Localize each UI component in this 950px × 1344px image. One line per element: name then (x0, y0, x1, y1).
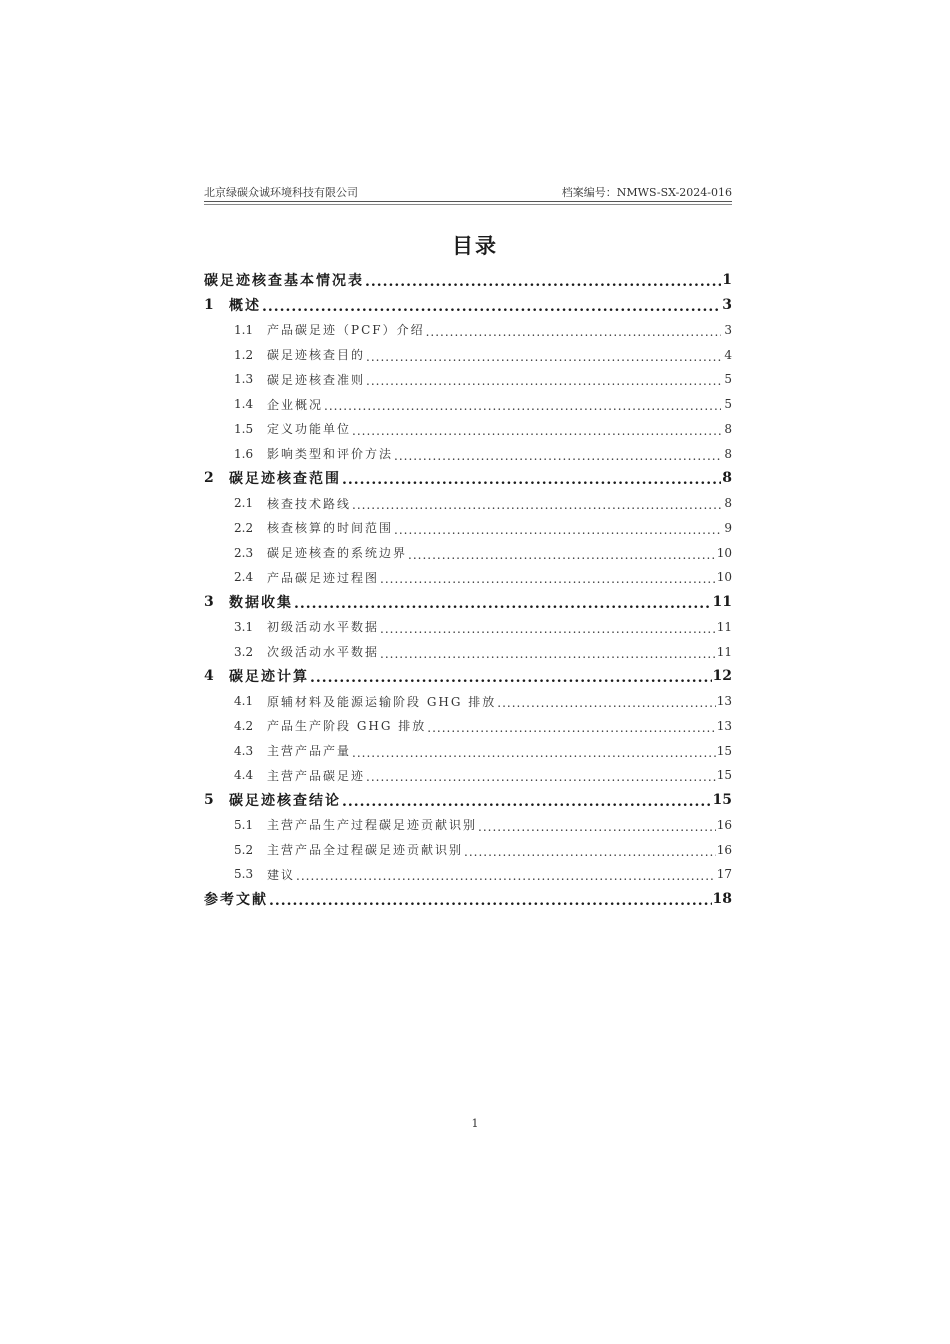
toc-entry-page: 9 (724, 520, 732, 535)
table-of-contents (204, 268, 732, 912)
toc-dot-leader (352, 498, 721, 512)
toc-entry-number: 3 (204, 594, 214, 611)
toc-section-entry[interactable] (204, 813, 732, 838)
toc-entry-number: 4 (204, 668, 214, 685)
toc-dot-leader (296, 869, 716, 883)
toc-dot-leader (294, 596, 712, 612)
toc-entry-page: 18 (712, 891, 732, 908)
toc-section-entry[interactable] (204, 862, 732, 887)
toc-entry-page: 5 (724, 397, 732, 412)
toc-section-entry[interactable] (204, 342, 732, 367)
page-title: 目录 (452, 234, 498, 258)
toc-entry-number: 1 (204, 297, 214, 314)
toc-dot-leader (269, 893, 712, 909)
toc-chapter-entry[interactable] (204, 268, 732, 293)
toc-entry-title: 概述 (229, 298, 261, 315)
toc-entry-page: 10 (716, 545, 732, 560)
toc-section-entry[interactable] (204, 540, 732, 565)
toc-dot-leader (478, 820, 716, 834)
toc-dot-leader (394, 449, 721, 463)
toc-entry-title: 主营产品产量 (267, 744, 352, 759)
toc-entry-page: 5 (724, 372, 732, 387)
toc-entry-number: 3.2 (234, 644, 254, 659)
toc-section-entry[interactable] (204, 738, 732, 763)
toc-entry-number: 1.2 (234, 347, 254, 362)
toc-entry-title: 影响类型和评价方法 (267, 447, 394, 462)
toc-dot-leader (324, 399, 721, 413)
toc-entry-page: 3 (722, 297, 732, 314)
page-header (204, 182, 732, 200)
toc-entry-page: 8 (724, 496, 732, 511)
toc-entry-page: 3 (724, 322, 732, 337)
toc-dot-leader (380, 572, 716, 586)
toc-dot-leader (394, 523, 721, 537)
toc-entry-page: 13 (716, 694, 732, 709)
toc-section-entry[interactable] (204, 441, 732, 466)
toc-entry-title: 次级活动水平数据 (267, 645, 380, 660)
toc-entry-number: 1.6 (234, 446, 254, 461)
toc-entry-number: 5.3 (234, 867, 254, 882)
toc-entry-number: 2.1 (234, 496, 254, 511)
toc-entry-number: 1.3 (234, 372, 254, 387)
toc-entry-number: 4.2 (234, 718, 254, 733)
toc-chapter-entry[interactable] (204, 887, 732, 912)
toc-dot-leader (380, 647, 716, 661)
toc-chapter-entry[interactable] (204, 664, 732, 689)
toc-entry-title: 参考文献 (204, 892, 268, 909)
toc-entry-page: 10 (716, 570, 732, 585)
toc-entry-title: 核查技术路线 (267, 496, 352, 511)
toc-entry-title: 碳足迹核查准则 (267, 372, 366, 387)
toc-dot-leader (427, 721, 715, 735)
toc-section-entry[interactable] (204, 714, 732, 739)
toc-dot-leader (497, 696, 715, 710)
toc-entry-page: 4 (724, 347, 732, 362)
company-name: 北京绿碳众诚环境科技有限公司 (204, 186, 358, 199)
toc-dot-leader (342, 794, 712, 810)
toc-chapter-entry[interactable] (204, 466, 732, 491)
toc-entry-title: 初级活动水平数据 (267, 620, 380, 635)
toc-entry-title: 企业概况 (267, 397, 324, 412)
toc-section-entry[interactable] (204, 417, 732, 442)
toc-entry-page: 16 (716, 817, 732, 832)
toc-entry-title: 碳足迹核查的系统边界 (267, 546, 408, 561)
toc-entry-title: 原辅材料及能源运输阶段 GHG 排放 (267, 694, 497, 709)
toc-entry-number: 1.1 (234, 322, 254, 337)
toc-dot-leader (366, 350, 721, 364)
toc-section-entry[interactable] (204, 392, 732, 417)
toc-section-entry[interactable] (204, 615, 732, 640)
toc-entry-number: 4.4 (234, 768, 254, 783)
toc-dot-leader (464, 845, 716, 859)
toc-entry-title: 数据收集 (229, 595, 293, 612)
toc-entry-title: 主营产品全过程碳足迹贡献识别 (267, 843, 464, 858)
toc-entry-number: 1.5 (234, 421, 254, 436)
toc-dot-leader (352, 424, 721, 438)
toc-section-entry[interactable] (204, 318, 732, 343)
toc-entry-page: 12 (712, 668, 732, 685)
toc-entry-page: 16 (716, 842, 732, 857)
toc-section-entry[interactable] (204, 689, 732, 714)
toc-entry-number: 2.3 (234, 545, 254, 560)
toc-entry-page: 8 (722, 470, 732, 487)
toc-entry-number: 5 (204, 792, 214, 809)
toc-section-entry[interactable] (204, 565, 732, 590)
header-rule (204, 201, 732, 202)
toc-dot-leader (426, 325, 721, 339)
toc-dot-leader (366, 770, 716, 784)
toc-dot-leader (365, 274, 721, 290)
toc-entry-page: 8 (724, 446, 732, 461)
toc-entry-number: 2 (204, 470, 214, 487)
toc-entry-title: 碳足迹核查范围 (229, 471, 341, 488)
toc-entry-page: 13 (716, 718, 732, 733)
toc-entry-title: 主营产品碳足迹 (267, 768, 366, 783)
toc-entry-title: 产品碳足迹（PCF）介绍 (267, 323, 425, 338)
toc-section-entry[interactable] (204, 837, 732, 862)
toc-entry-page: 11 (716, 619, 732, 634)
toc-entry-title: 主营产品生产过程碳足迹贡献识别 (267, 818, 478, 833)
toc-section-entry[interactable] (204, 491, 732, 516)
toc-entry-number: 4.1 (234, 694, 254, 709)
toc-section-entry[interactable] (204, 639, 732, 664)
toc-entry-title: 碳足迹核查基本情况表 (204, 273, 364, 290)
toc-entry-number: 2.2 (234, 520, 254, 535)
page-number: 1 (471, 1117, 479, 1130)
toc-entry-title: 建议 (267, 867, 296, 882)
toc-entry-page: 8 (724, 421, 732, 436)
header-rule-secondary (204, 204, 732, 205)
toc-section-entry[interactable] (204, 516, 732, 541)
toc-entry-number: 1.4 (234, 397, 254, 412)
toc-entry-title: 核查核算的时间范围 (267, 521, 394, 536)
toc-entry-number: 5.1 (234, 817, 254, 832)
toc-section-entry[interactable] (204, 763, 732, 788)
toc-entry-title: 碳足迹核查结论 (229, 793, 341, 810)
toc-entry-number: 3.1 (234, 619, 254, 634)
toc-dot-leader (366, 374, 721, 388)
toc-entry-page: 11 (712, 594, 732, 611)
toc-entry-page: 1 (722, 272, 732, 289)
toc-dot-leader (408, 548, 716, 562)
toc-entry-page: 15 (716, 743, 732, 758)
toc-dot-leader (310, 670, 712, 686)
toc-chapter-entry[interactable] (204, 590, 732, 615)
archive-number: 档案编号：NMWS-SX-2024-016 (561, 186, 732, 199)
toc-entry-page: 11 (716, 644, 732, 659)
toc-entry-page: 15 (712, 792, 732, 809)
toc-entry-title: 碳足迹核查目的 (267, 348, 366, 363)
toc-section-entry[interactable] (204, 367, 732, 392)
toc-entry-title: 碳足迹计算 (229, 669, 309, 686)
toc-entry-title: 定义功能单位 (267, 422, 352, 437)
toc-dot-leader (380, 622, 716, 636)
toc-entry-number: 5.2 (234, 842, 254, 857)
toc-entry-page: 17 (716, 867, 732, 882)
toc-entry-title: 产品碳足迹过程图 (267, 570, 380, 585)
toc-chapter-entry[interactable] (204, 293, 732, 318)
toc-chapter-entry[interactable] (204, 788, 732, 813)
toc-dot-leader (352, 746, 716, 760)
toc-dot-leader (262, 299, 721, 315)
toc-dot-leader (342, 472, 721, 488)
toc-entry-page: 15 (716, 768, 732, 783)
toc-entry-title: 产品生产阶段 GHG 排放 (267, 719, 427, 734)
toc-entry-number: 2.4 (234, 570, 254, 585)
toc-entry-number: 4.3 (234, 743, 254, 758)
